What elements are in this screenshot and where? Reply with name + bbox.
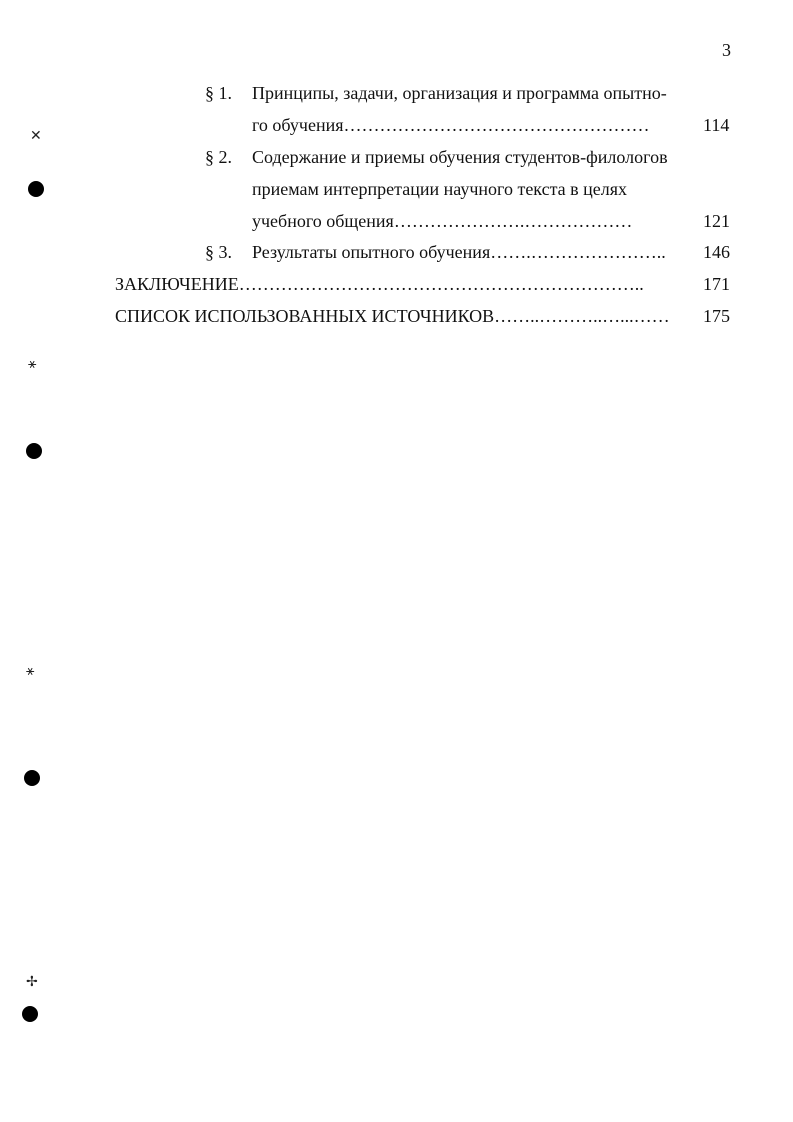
toc-entry-title: Принципы, задачи, организация и программа опытно- [252,83,667,103]
toc-page-number: 171 [703,274,730,294]
toc-entry-title: Содержание и приемы обучения студентов-филологов [252,147,668,167]
toc-page-number: 175 [703,306,730,326]
scan-mark-icon: ✢ [26,974,38,990]
binder-hole-icon [28,181,44,197]
toc-section-number: § 3. [205,242,232,262]
toc-sources: СПИСОК ИСПОЛЬЗОВАННЫХ ИСТОЧНИКОВ……..………..…...…… [115,306,670,326]
toc-page-number: 121 [703,211,730,231]
scan-mark-icon: ✕ [30,128,42,144]
toc-entry-title-cont: приемам интерпретации научного текста в целях [252,179,628,199]
scan-mark-icon: ⚹ [28,356,37,372]
toc-page-number: 114 [703,115,730,135]
toc-section-number: § 1. [205,83,232,103]
toc-entry-title: Результаты опытного обучения…….………………….. [252,242,666,262]
binder-hole-icon [24,770,40,786]
toc-entry-title-cont: учебного общения………………….……………… [252,211,633,231]
toc-entry-title-cont: го обучения…………………………………………… [252,115,650,135]
toc-section-number: § 2. [205,147,232,167]
toc-conclusion: ЗАКЛЮЧЕНИЕ………………………………………………………….. [115,274,644,294]
toc-page-number: 146 [703,242,730,262]
binder-hole-icon [26,443,42,459]
scan-mark-icon: ⚹ [26,663,35,679]
binder-hole-icon [22,1006,38,1022]
page-number: 3 [722,40,731,60]
